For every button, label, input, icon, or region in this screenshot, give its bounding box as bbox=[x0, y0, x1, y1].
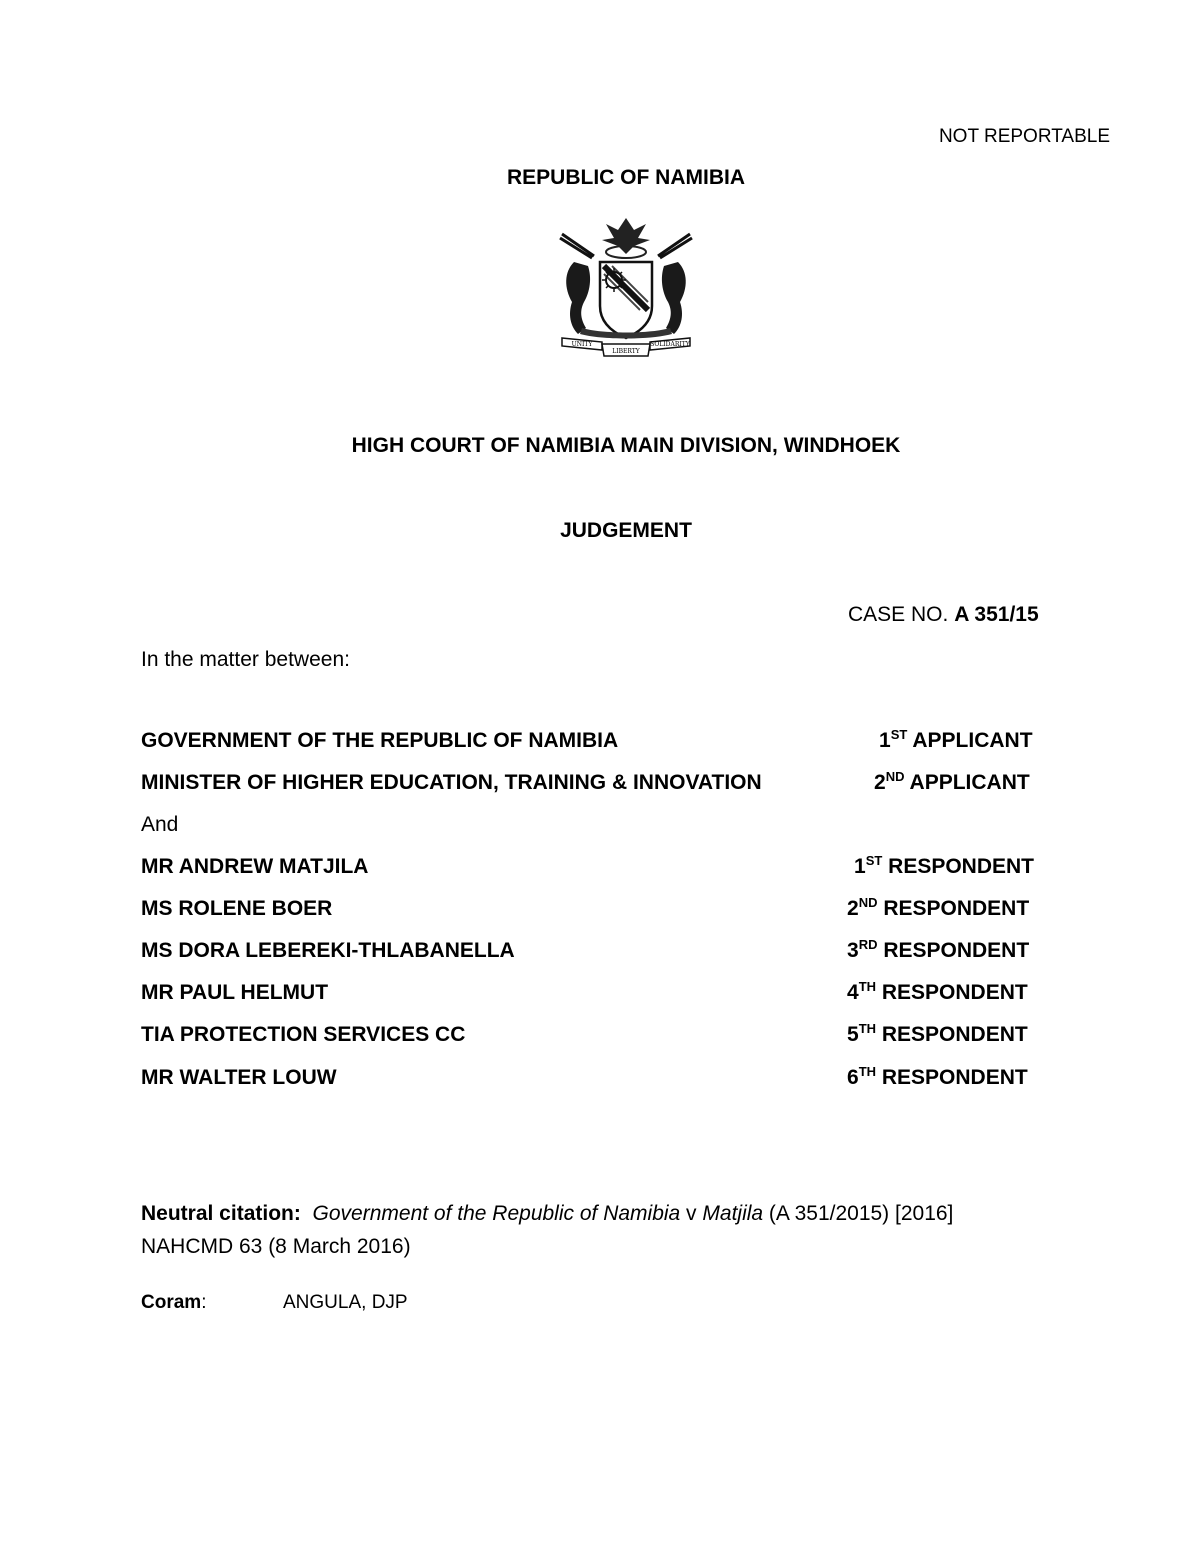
reportable-status: NOT REPORTABLE bbox=[938, 126, 1110, 147]
applicant-1-role: 1ST APPLICANT bbox=[879, 727, 1033, 752]
applicant-2-name: MINISTER OF HIGHER EDUCATION, TRAINING & INNOVATION bbox=[141, 771, 762, 794]
respondent-1-role: 1ST RESPONDENT bbox=[854, 853, 1035, 878]
citation-case-name-2: Matjila bbox=[702, 1202, 764, 1225]
document-type-heading: JUDGEMENT bbox=[560, 519, 692, 542]
citation-label: Neutral citation bbox=[141, 1202, 294, 1225]
respondent-6-name: MR WALTER LOUW bbox=[141, 1066, 337, 1089]
respondent-2-role: 2ND RESPONDENT bbox=[847, 895, 1030, 920]
respondent-3-role: 3RD RESPONDENT bbox=[847, 937, 1030, 962]
respondent-5-name: TIA PROTECTION SERVICES CC bbox=[141, 1023, 466, 1046]
motto-bottom: LIBERTY bbox=[612, 348, 640, 355]
respondent-4-name: MR PAUL HELMUT bbox=[141, 981, 329, 1004]
respondent-5-role: 5TH RESPONDENT bbox=[847, 1021, 1028, 1046]
court-heading: HIGH COURT OF NAMIBIA MAIN DIVISION, WINDHOEK bbox=[351, 434, 901, 457]
citation-case-name-1: Government of the Republic of Namibia bbox=[312, 1202, 681, 1225]
coram-label: Coram: bbox=[141, 1292, 207, 1313]
respondent-4-role: 4TH RESPONDENT bbox=[847, 979, 1028, 1004]
respondent-2-name: MS ROLENE BOER bbox=[141, 897, 333, 920]
case-number-value: A 351/15 bbox=[954, 603, 1039, 626]
coram-judge: ANGULA, DJP bbox=[283, 1292, 408, 1313]
respondent-6-role: 6TH RESPONDENT bbox=[847, 1064, 1028, 1089]
case-number bbox=[848, 603, 1039, 627]
matter-intro: In the matter between: bbox=[141, 648, 350, 671]
motto-left: UNITY bbox=[571, 341, 593, 348]
respondent-3-name: MS DORA LEBEREKI-THLABANELLA bbox=[141, 939, 515, 962]
respondent-1-name: MR ANDREW MATJILA bbox=[141, 855, 369, 878]
republic-heading: REPUBLIC OF NAMIBIA bbox=[507, 166, 745, 189]
applicant-2-role: 2ND APPLICANT bbox=[874, 769, 1030, 794]
motto-right: SOLIDARITY bbox=[650, 341, 690, 348]
citation-reference: (A 351/2015) [2016] NAHCMD 63 (8 March 2016) bbox=[141, 1202, 954, 1258]
neutral-citation: Neutral citation: Government of the Republic of Namibia v Matjila (A 351/2015) [2016] NAHCMD 63 (8 March 2016) bbox=[141, 1202, 954, 1258]
and-separator: And bbox=[141, 813, 179, 836]
case-number-label: CASE NO. bbox=[848, 603, 949, 626]
applicant-1-name: GOVERNMENT OF THE REPUBLIC OF NAMIBIA bbox=[141, 729, 619, 752]
namibia-coat-of-arms-icon bbox=[552, 210, 700, 362]
